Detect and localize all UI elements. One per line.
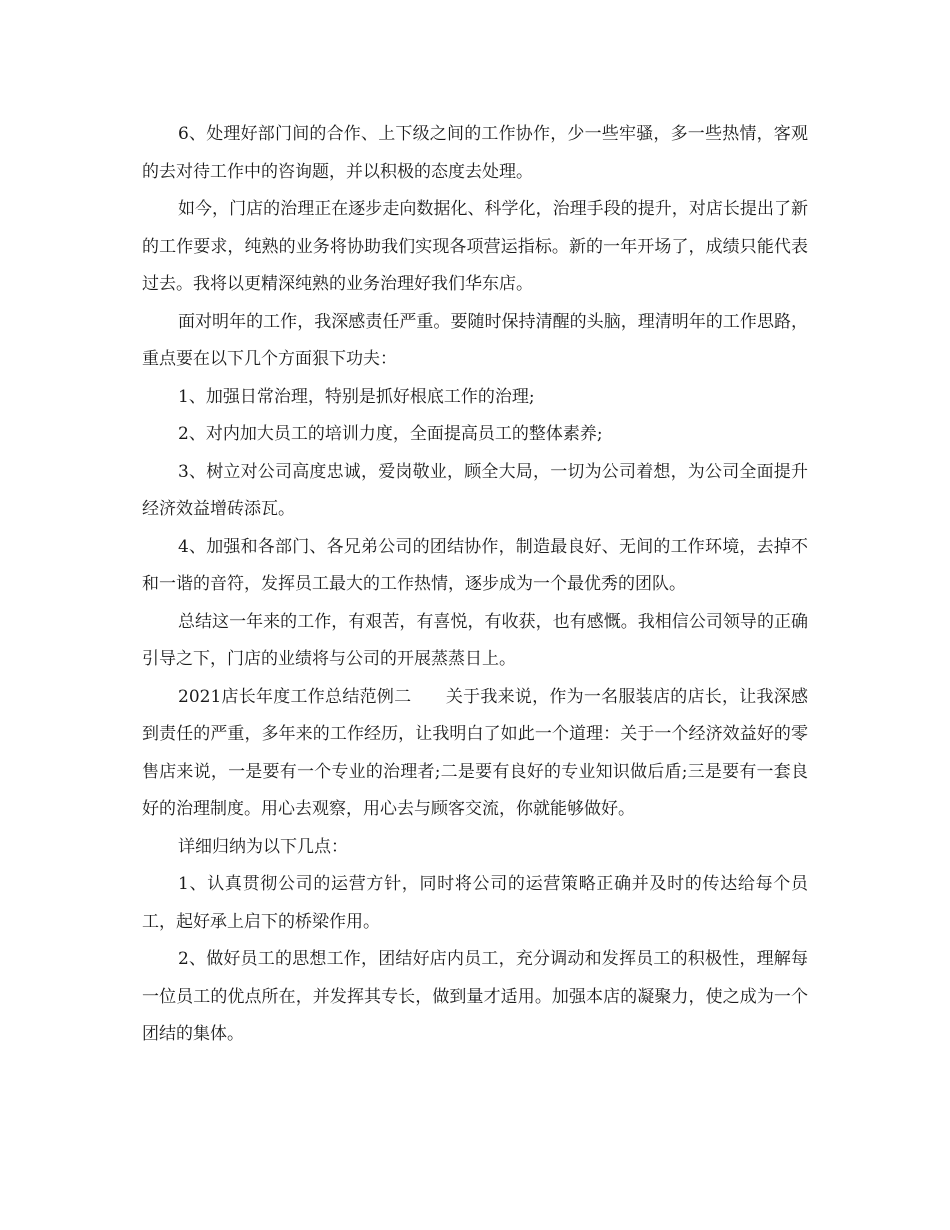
paragraph-8: 总结这一年来的工作，有艰苦，有喜悦，有收获，也有感慨。我相信公司领导的正确引导之下，门店的业绩将与公司的开展蒸蒸日上。 (142, 611, 808, 669)
paragraph-6: 3、树立对公司高度忠诚，爱岗敬业，顾全大局，一切为公司着想，为公司全面提升经济效益增砖添瓦。 (142, 461, 808, 519)
paragraph-11: 1、认真贯彻公司的运营方针，同时将公司的运营策略正确并及时的传达给每个员工，起好承上启下的桥梁作用。 (142, 874, 808, 932)
paragraph-1: 6、处理好部门间的合作、上下级之间的工作协作，少一些牢骚，多一些热情，客观的去对待工作中的咨询题，并以积极的态度去处理。 (142, 124, 808, 182)
paragraph-4: 1、加强日常治理，特别是抓好根底工作的治理; (178, 386, 535, 407)
paragraph-5: 2、对内加大员工的培训力度，全面提高员工的整体素养; (178, 424, 603, 444)
paragraph-2: 如今，门店的治理正在逐步走向数据化、科学化，治理手段的提升，对店长提出了新的工作要求，纯熟的业务将协助我们实现各项营运指标。新的一年开场了，成绩只能代表过去。我将以更精深纯熟的业务治理好我们华东店。 (142, 199, 808, 294)
paragraph-7: 4、加强和各部门、各兄弟公司的团结协作，制造最良好、无间的工作环境，去掉不和一谐的音符，发挥员工最大的工作热情，逐步成为一个最优秀的团队。 (142, 536, 808, 594)
paragraph-10: 详细归纳为以下几点： (178, 836, 348, 857)
paragraph-3: 面对明年的工作，我深感责任严重。要随时保持清醒的头脑，理清明年的工作思路，重点要在以下几个方面狠下功夫： (142, 311, 808, 369)
document-body (142, 116, 808, 1054)
paragraph-12: 2、做好员工的思想工作，团结好店内员工，充分调动和发挥员工的积极性，理解每一位员工的优点所在，并发挥其专长，做到量才适用。加强本店的凝聚力，使之成为一个团结的集体。 (142, 949, 808, 1044)
paragraph-9: 2021店长年度工作总结范例二 关于我来说，作为一名服装店的店长，让我深感到责任的严重，多年来的工作经历，让我明白了如此一个道理：关于一个经济效益好的零售店来说，一是要有一个专业的治理者;二是要有良好的专业知识做后盾;三是要有一套良好的治理制度。用心去观察，用心去与顾客交流，你就能够做好。 (142, 686, 808, 819)
